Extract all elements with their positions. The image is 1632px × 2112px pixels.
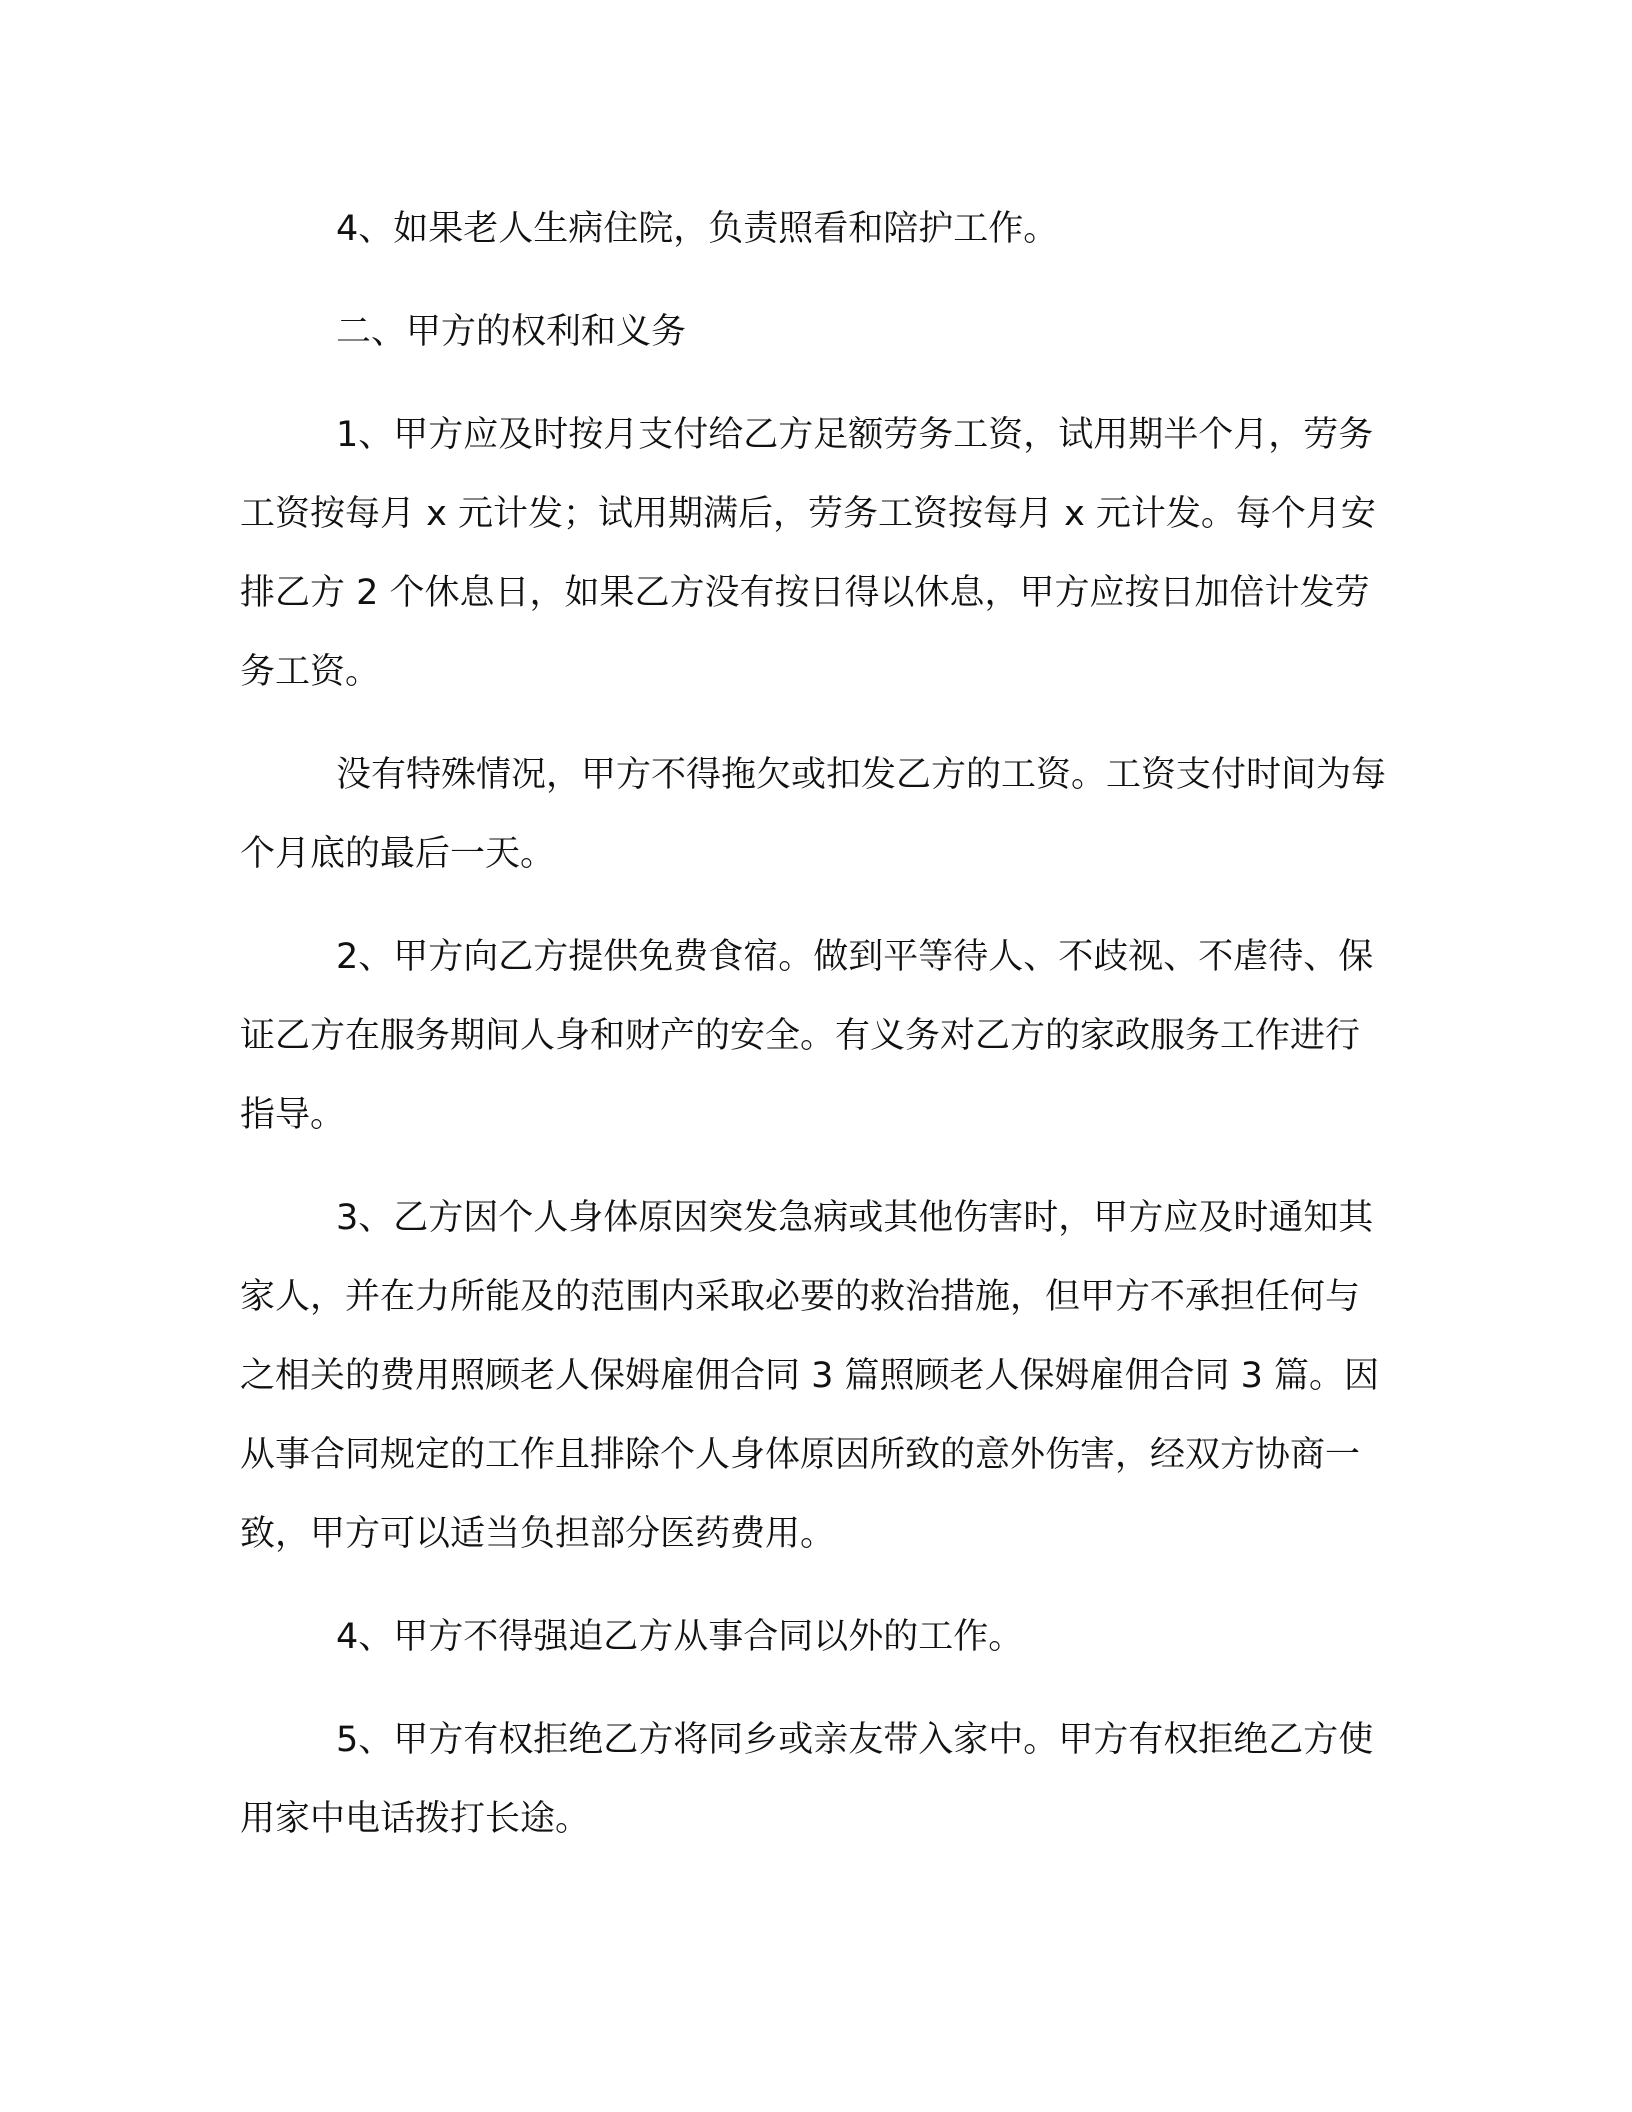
paragraph-item-4-hospital-care: 4、如果老人生病住院，负责照看和陪护工作。 bbox=[336, 209, 1059, 249]
section-heading-party-a-rights: 二、甲方的权利和义务 bbox=[336, 312, 687, 352]
paragraph-illness-injury: 3、乙方因个人身体原因突发急病或其他伤害时，甲方应及时通知其家人，并在力所能及的范围内采取必要的救治措施，但甲方不承担任何与之相关的费用照顾老人保姆雇佣合同 3 篇照顾老人保姆雇佣合同 3 篇。因从事合同规定的工作且排除个人身体原因所致的意外伤害，经双方协商一致，甲方可以适当负担部分医药费用。 bbox=[240, 1198, 1380, 1554]
paragraph-no-wage-arrears: 没有特殊情况，甲方不得拖欠或扣发乙方的工资。工资支付时间为每个月底的最后一天。 bbox=[240, 755, 1387, 874]
document-body bbox=[240, 190, 1390, 1883]
paragraph-free-board: 2、甲方向乙方提供免费食宿。做到平等待人、不歧视、不虐待、保证乙方在服务期间人身和财产的安全。有义务对乙方的家政服务工作进行指导。 bbox=[240, 937, 1374, 1135]
paragraph-no-forced-work: 4、甲方不得强迫乙方从事合同以外的工作。 bbox=[336, 1617, 1024, 1657]
paragraph-refuse-guests: 5、甲方有权拒绝乙方将同乡或亲友带入家中。甲方有权拒绝乙方使用家中电话拨打长途。 bbox=[240, 1720, 1374, 1839]
paragraph-wage-payment: 1、甲方应及时按月支付给乙方足额劳务工资，试用期半个月，劳务工资按每月 x 元计发；试用期满后，劳务工资按每月 x 元计发。每个月安排乙方 2 个休息日，如果乙方没有按日得以休息，甲方应按日加倍计发劳务工资。 bbox=[240, 415, 1376, 692]
